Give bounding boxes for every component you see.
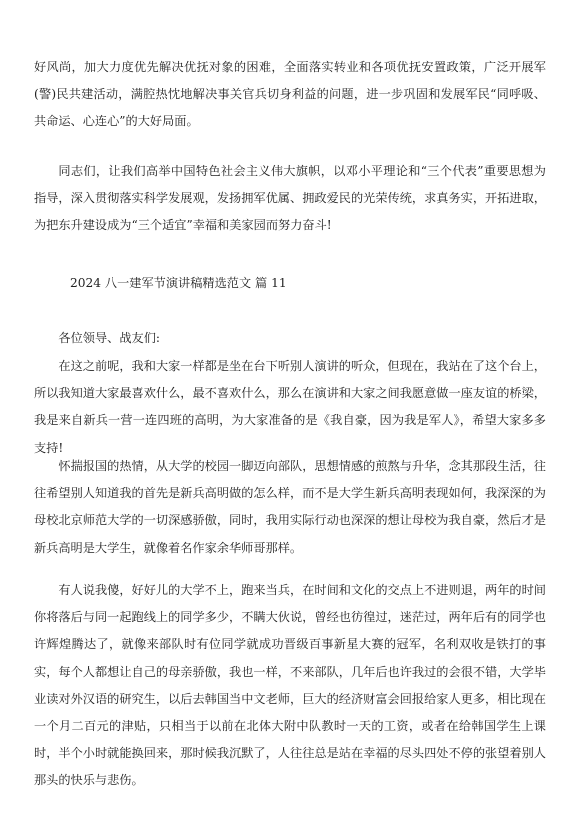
paragraph-closing: 同志们，让我们高举中国特色社会主义伟大旗帜，以邓小平理论和“三个代表”重要思想为指导，深入贯彻落实科学发展观，发扬拥军优属、拥政爱民的光荣传统，求真务实，开拓进取，为把东升建设成为“三个适宜”幸福和美家园而努力奋斗! <box>34 164 546 233</box>
paragraph-choice: 有人说我傻，好好儿的大学不上，跑来当兵，在时间和文化的交点上不进则退，两年的时间你将落后与同一起跑线上的同学多少，不瞒大伙说，曾经也彷徨过，迷茫过，两年后有的同学也许辉煌腾达了，就像来部队时有位同学就成功晋级百事新星大赛的冠军，名利双收是铁打的事实，每个人都想让自己的母亲骄傲，我也一样，不来部队，几年后也许我过的会很不错，大学毕业读对外汉语的研究生，以后去韩国当中文老师，巨大的经济财富会回报给家人更多，相比现在一个月二百元的津贴，只相当于以前在北体大附中队教时一天的工资，或者在给韩国学生上课时，半个小时就能换回来，那时候我沉默了，人往往总是站在幸福的尽头四处不停的张望着别人那头的快乐与悲伤。 <box>34 583 546 788</box>
greeting: 各位领导、战友们: <box>58 331 160 345</box>
paragraph-intro: 在这之前呢，我和大家一样都是坐在台下听别人演讲的听众，但现在，我站在了这个台上，所以我知道大家最喜欢什么，最不喜欢什么，那么在演讲和大家之间我愿意做一座友谊的桥梁，我是来自新兵一营一连四班的高明，为大家准备的是《我自豪，因为我是军人》，希望大家多多支持! <box>34 359 546 455</box>
section-heading: 2024 八一建军节演讲稿精选范文 篇 11 <box>70 276 287 290</box>
paragraph-continued: 好风尚，加大力度优先解决优抚对象的困难，全面落实转业和各项优抚安置政策，广泛开展军(警)民共建活动，满腔热忱地解决事关官兵切身利益的问题，进一步巩固和发展军民“同呼吸、共命运、心连心”的大好局面。 <box>34 60 546 129</box>
paragraph-passion: 怀揣报国的热情，从大学的校园一脚迈向部队，思想情感的煎熬与升华，念其那段生活，往往希望别人知道我的首先是新兵高明做的怎么样，而不是大学生新兵高明表现如何，我深深的为母校北京师范大学的一切深感骄傲，同时，我用实际行动也深深的想让母校为我自豪，然后才是新兵高明是大学生，就像着名作家余华师哥那样。 <box>34 459 546 555</box>
